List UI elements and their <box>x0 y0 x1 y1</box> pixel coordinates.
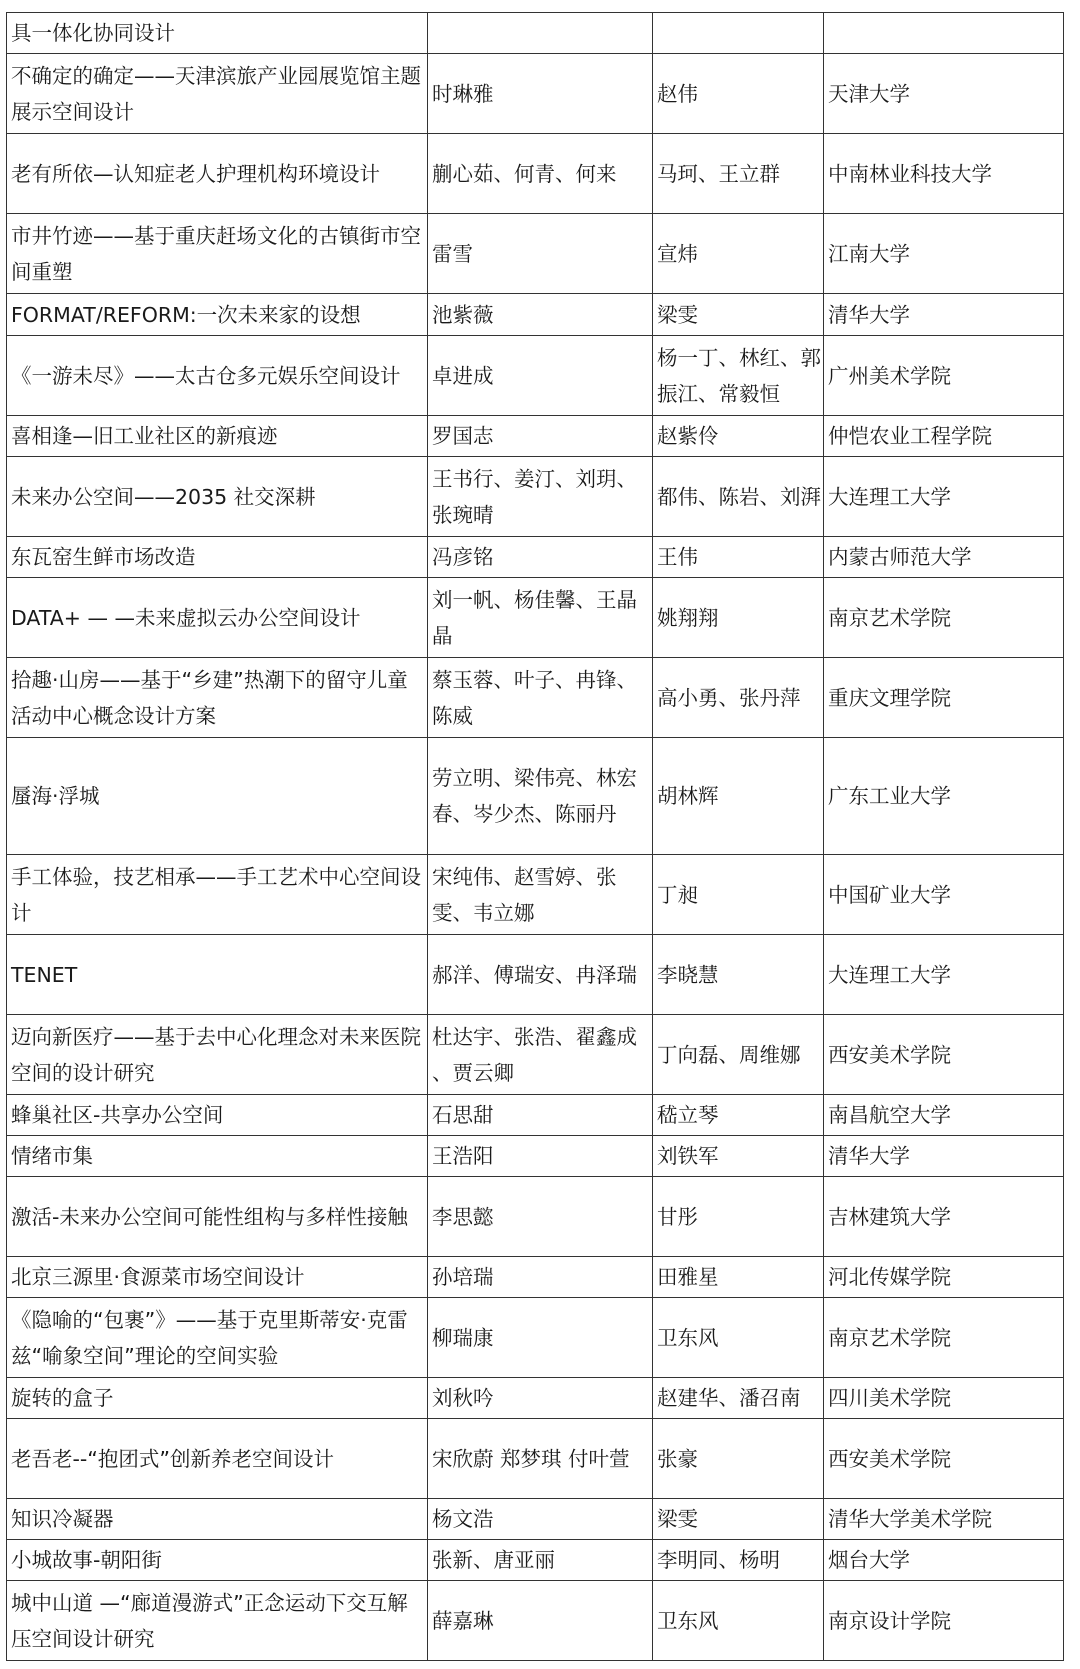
project-title-cell: 《隐喻的“包裹”》——基于克里斯蒂安·克雷兹“喻象空间”理论的空间实验 <box>7 1298 428 1378</box>
authors-cell <box>428 13 653 54</box>
school-cell: 清华大学 <box>824 294 1064 336</box>
project-title-cell: 市井竹迹——基于重庆赶场文化的古镇街市空间重塑 <box>7 214 428 294</box>
project-title-cell: 蜂巢社区-共享办公空间 <box>7 1095 428 1136</box>
advisors-cell: 卫东风 <box>653 1298 824 1378</box>
school-cell: 西安美术学院 <box>824 1015 1064 1095</box>
authors-cell: 郝洋、傅瑞安、冉泽瑞 <box>428 935 653 1015</box>
advisors-cell: 嵇立琴 <box>653 1095 824 1136</box>
school-cell: 清华大学美术学院 <box>824 1499 1064 1540</box>
table-row <box>7 13 1064 54</box>
authors-cell: 蒯心茹、何青、何来 <box>428 134 653 214</box>
table-row <box>7 416 1064 457</box>
school-cell: 内蒙古师范大学 <box>824 537 1064 578</box>
project-title-cell: FORMAT/REFORM:一次未来家的设想 <box>7 294 428 336</box>
school-cell: 西安美术学院 <box>824 1419 1064 1499</box>
table-row <box>7 457 1064 537</box>
table-row <box>7 578 1064 658</box>
table-row <box>7 738 1064 855</box>
table-row <box>7 294 1064 336</box>
school-cell: 南京艺术学院 <box>824 1298 1064 1378</box>
advisors-cell: 都伟、陈岩、刘湃 <box>653 457 824 537</box>
table-row <box>7 1136 1064 1177</box>
authors-cell: 孙培瑞 <box>428 1257 653 1298</box>
table-row <box>7 1015 1064 1095</box>
school-cell: 清华大学 <box>824 1136 1064 1177</box>
school-cell <box>824 13 1064 54</box>
authors-cell: 杨文浩 <box>428 1499 653 1540</box>
table-row <box>7 1499 1064 1540</box>
authors-cell: 王书行、姜汀、刘玥、张琬晴 <box>428 457 653 537</box>
advisors-cell: 姚翔翔 <box>653 578 824 658</box>
project-title-cell: 不确定的确定——天津滨旅产业园展览馆主题展示空间设计 <box>7 54 428 134</box>
school-cell: 吉林建筑大学 <box>824 1177 1064 1257</box>
authors-cell: 蔡玉蓉、叶子、冉锋、陈威 <box>428 658 653 738</box>
advisors-cell: 李明同、杨明 <box>653 1540 824 1581</box>
project-title-cell: 东瓦窑生鲜市场改造 <box>7 537 428 578</box>
authors-cell: 池紫薇 <box>428 294 653 336</box>
advisors-cell: 赵紫伶 <box>653 416 824 457</box>
school-cell: 烟台大学 <box>824 1540 1064 1581</box>
advisors-cell: 赵建华、潘召南 <box>653 1378 824 1419</box>
school-cell: 中国矿业大学 <box>824 855 1064 935</box>
table-row <box>7 54 1064 134</box>
project-title-cell: 迈向新医疗——基于去中心化理念对未来医院空间的设计研究 <box>7 1015 428 1095</box>
advisors-cell: 丁昶 <box>653 855 824 935</box>
school-cell: 四川美术学院 <box>824 1378 1064 1419</box>
authors-cell: 刘秋吟 <box>428 1378 653 1419</box>
authors-cell: 刘一帆、杨佳馨、王晶晶 <box>428 578 653 658</box>
authors-cell: 罗国志 <box>428 416 653 457</box>
authors-cell: 卓进成 <box>428 336 653 416</box>
table-row <box>7 1177 1064 1257</box>
table-row <box>7 1378 1064 1419</box>
school-cell: 天津大学 <box>824 54 1064 134</box>
project-title-cell: 激活-未来办公空间可能性组构与多样性接触 <box>7 1177 428 1257</box>
school-cell: 大连理工大学 <box>824 457 1064 537</box>
table-row <box>7 1298 1064 1378</box>
table-row <box>7 1581 1064 1661</box>
school-cell: 河北传媒学院 <box>824 1257 1064 1298</box>
school-cell: 大连理工大学 <box>824 935 1064 1015</box>
advisors-cell: 宣炜 <box>653 214 824 294</box>
advisors-cell: 王伟 <box>653 537 824 578</box>
school-cell: 江南大学 <box>824 214 1064 294</box>
school-cell: 广东工业大学 <box>824 738 1064 855</box>
project-title-cell: 《一游未尽》——太古仓多元娱乐空间设计 <box>7 336 428 416</box>
school-cell: 南京设计学院 <box>824 1581 1064 1661</box>
table-row <box>7 134 1064 214</box>
advisors-cell: 张豪 <box>653 1419 824 1499</box>
project-title-cell: 拾趣·山房——基于“乡建”热潮下的留守儿童活动中心概念设计方案 <box>7 658 428 738</box>
authors-cell: 王浩阳 <box>428 1136 653 1177</box>
authors-cell: 宋欣蔚 郑梦琪 付叶萱 <box>428 1419 653 1499</box>
project-title-cell: 旋转的盒子 <box>7 1378 428 1419</box>
authors-cell: 宋纯伟、赵雪婷、张雯、韦立娜 <box>428 855 653 935</box>
table-row <box>7 1257 1064 1298</box>
table-row <box>7 214 1064 294</box>
school-cell: 仲恺农业工程学院 <box>824 416 1064 457</box>
authors-cell: 柳瑞康 <box>428 1298 653 1378</box>
authors-cell: 石思甜 <box>428 1095 653 1136</box>
advisors-cell: 高小勇、张丹萍 <box>653 658 824 738</box>
advisors-cell: 梁雯 <box>653 294 824 336</box>
table-row <box>7 855 1064 935</box>
project-title-cell: 老有所依—认知症老人护理机构环境设计 <box>7 134 428 214</box>
authors-cell: 时琳雅 <box>428 54 653 134</box>
school-cell: 广州美术学院 <box>824 336 1064 416</box>
table-row <box>7 336 1064 416</box>
advisors-cell: 刘铁军 <box>653 1136 824 1177</box>
authors-cell: 劳立明、梁伟亮、林宏春、岑少杰、陈丽丹 <box>428 738 653 855</box>
table-row <box>7 658 1064 738</box>
project-title-cell: 具一体化协同设计 <box>7 13 428 54</box>
project-title-cell: 情绪市集 <box>7 1136 428 1177</box>
table-row <box>7 1419 1064 1499</box>
advisors-cell: 卫东风 <box>653 1581 824 1661</box>
authors-cell: 张新、唐亚丽 <box>428 1540 653 1581</box>
table-row <box>7 537 1064 578</box>
advisors-cell: 梁雯 <box>653 1499 824 1540</box>
school-cell: 中南林业科技大学 <box>824 134 1064 214</box>
project-title-cell: 手工体验，技艺相承——手工艺术中心空间设计 <box>7 855 428 935</box>
project-title-cell: 蜃海·浮城 <box>7 738 428 855</box>
advisors-cell: 李晓慧 <box>653 935 824 1015</box>
project-title-cell: 未来办公空间——2035 社交深耕 <box>7 457 428 537</box>
authors-cell: 薛嘉琳 <box>428 1581 653 1661</box>
authors-cell: 李思懿 <box>428 1177 653 1257</box>
project-title-cell: 喜相逢—旧工业社区的新痕迹 <box>7 416 428 457</box>
authors-cell: 杜达宇、张浩、翟鑫成 、贾云卿 <box>428 1015 653 1095</box>
advisors-cell: 甘彤 <box>653 1177 824 1257</box>
advisors-cell: 胡林辉 <box>653 738 824 855</box>
authors-cell: 冯彦铭 <box>428 537 653 578</box>
advisors-cell: 赵伟 <box>653 54 824 134</box>
advisors-cell: 马珂、王立群 <box>653 134 824 214</box>
project-title-cell: 老吾老--“抱团式”创新养老空间设计 <box>7 1419 428 1499</box>
school-cell: 南京艺术学院 <box>824 578 1064 658</box>
award-table <box>6 12 1064 1661</box>
authors-cell: 雷雪 <box>428 214 653 294</box>
project-title-cell: DATA+ — —未来虚拟云办公空间设计 <box>7 578 428 658</box>
advisors-cell <box>653 13 824 54</box>
project-title-cell: TENET <box>7 935 428 1015</box>
advisors-cell: 杨一丁、林红、郭振江、常毅恒 <box>653 336 824 416</box>
advisors-cell: 田雅星 <box>653 1257 824 1298</box>
project-title-cell: 知识冷凝器 <box>7 1499 428 1540</box>
project-title-cell: 城中山道 —“廊道漫游式”正念运动下交互解压空间设计研究 <box>7 1581 428 1661</box>
award-table-body <box>7 13 1064 1661</box>
project-title-cell: 北京三源里·食源菜市场空间设计 <box>7 1257 428 1298</box>
table-row <box>7 1095 1064 1136</box>
school-cell: 南昌航空大学 <box>824 1095 1064 1136</box>
school-cell: 重庆文理学院 <box>824 658 1064 738</box>
table-row <box>7 1540 1064 1581</box>
table-row <box>7 935 1064 1015</box>
project-title-cell: 小城故事-朝阳街 <box>7 1540 428 1581</box>
advisors-cell: 丁向磊、周维娜 <box>653 1015 824 1095</box>
